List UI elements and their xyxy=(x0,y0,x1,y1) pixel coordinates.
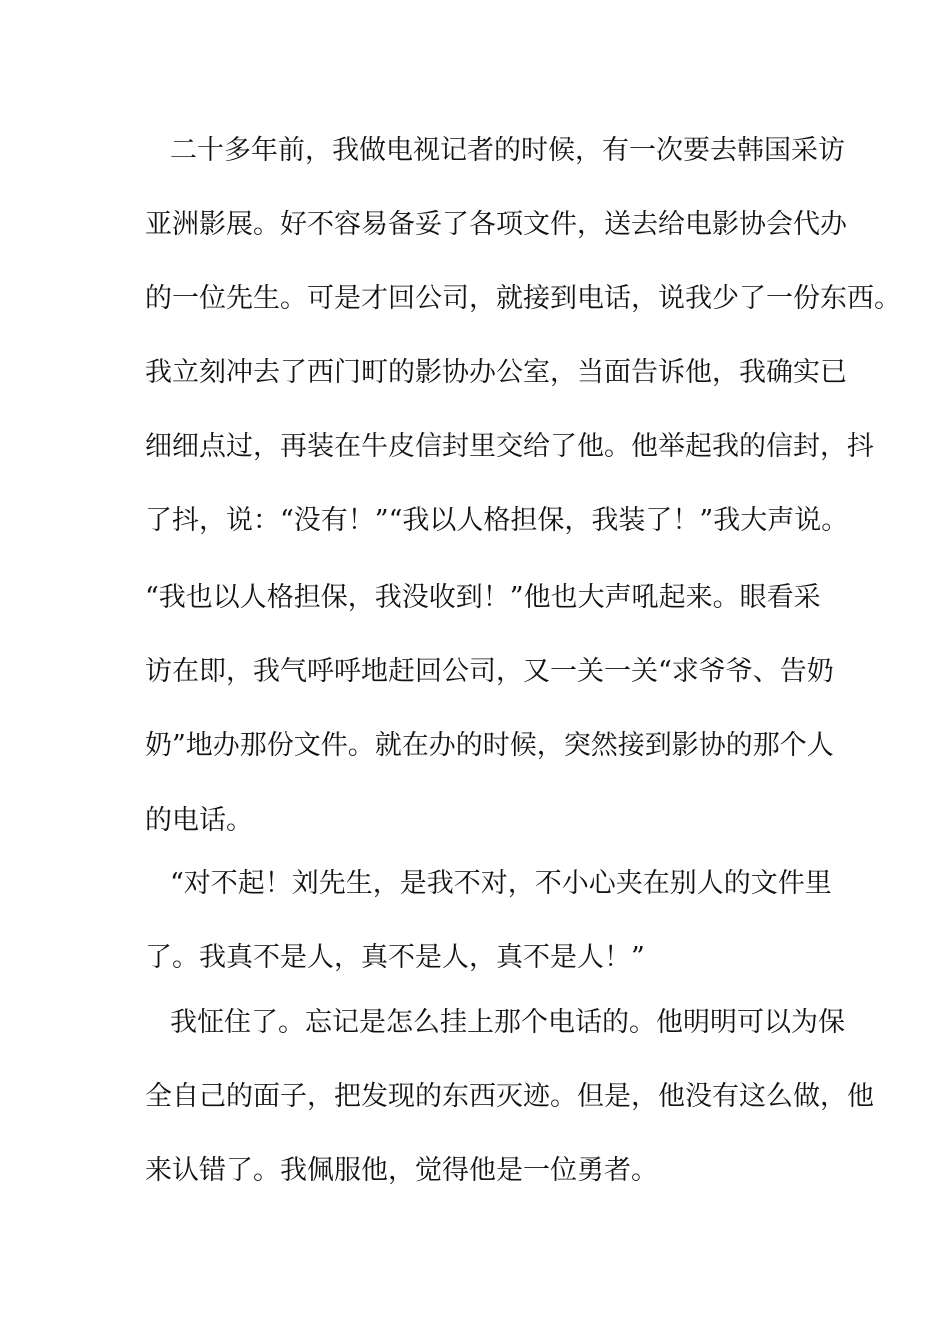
paragraph-1-line-8: 访在即，我气呼呼地赶回公司，又一关一关“求爷爷、告奶 xyxy=(145,656,834,687)
paragraph-1-line-6: 了抖，说：“没有！”“我以人格担保，我装了！”我大声说。 xyxy=(145,505,849,536)
paragraph-3-line-1: 我怔住了。忘记是怎么挂上那个电话的。他明明可以为保 xyxy=(170,1007,845,1038)
paragraph-3-line-3: 来认错了。我佩服他，觉得他是一位勇者。 xyxy=(145,1155,658,1186)
paragraph-2-line-1: “对不起！刘先生，是我不对，不小心夹在别人的文件里 xyxy=(170,868,832,899)
paragraph-1-line-5: 细细点过，再装在牛皮信封里交给了他。他举起我的信封，抖 xyxy=(145,431,874,462)
paragraph-1-line-1: 二十多年前，我做电视记者的时候，有一次要去韩国采访 xyxy=(170,135,845,166)
paragraph-1-line-9: 奶”地办那份文件。就在办的时候，突然接到影协的那个人 xyxy=(145,730,834,761)
paragraph-1-line-3: 的一位先生。可是才回公司，就接到电话，说我少了一份东西。 xyxy=(145,283,901,314)
paragraph-2-line-2: 了。我真不是人，真不是人，真不是人！” xyxy=(145,942,645,973)
paragraph-1-line-10: 的电话。 xyxy=(145,805,253,836)
paragraph-1-line-4: 我立刻冲去了西门町的影协办公室，当面告诉他，我确实已 xyxy=(145,357,847,388)
paragraph-3-line-2: 全自己的面子，把发现的东西灭迹。但是，他没有这么做，他 xyxy=(145,1081,874,1112)
paragraph-1-line-2: 亚洲影展。好不容易备妥了各项文件，送去给电影协会代办 xyxy=(145,209,847,240)
paragraph-1-line-7: “我也以人格担保，我没收到！”他也大声吼起来。眼看采 xyxy=(145,582,821,613)
